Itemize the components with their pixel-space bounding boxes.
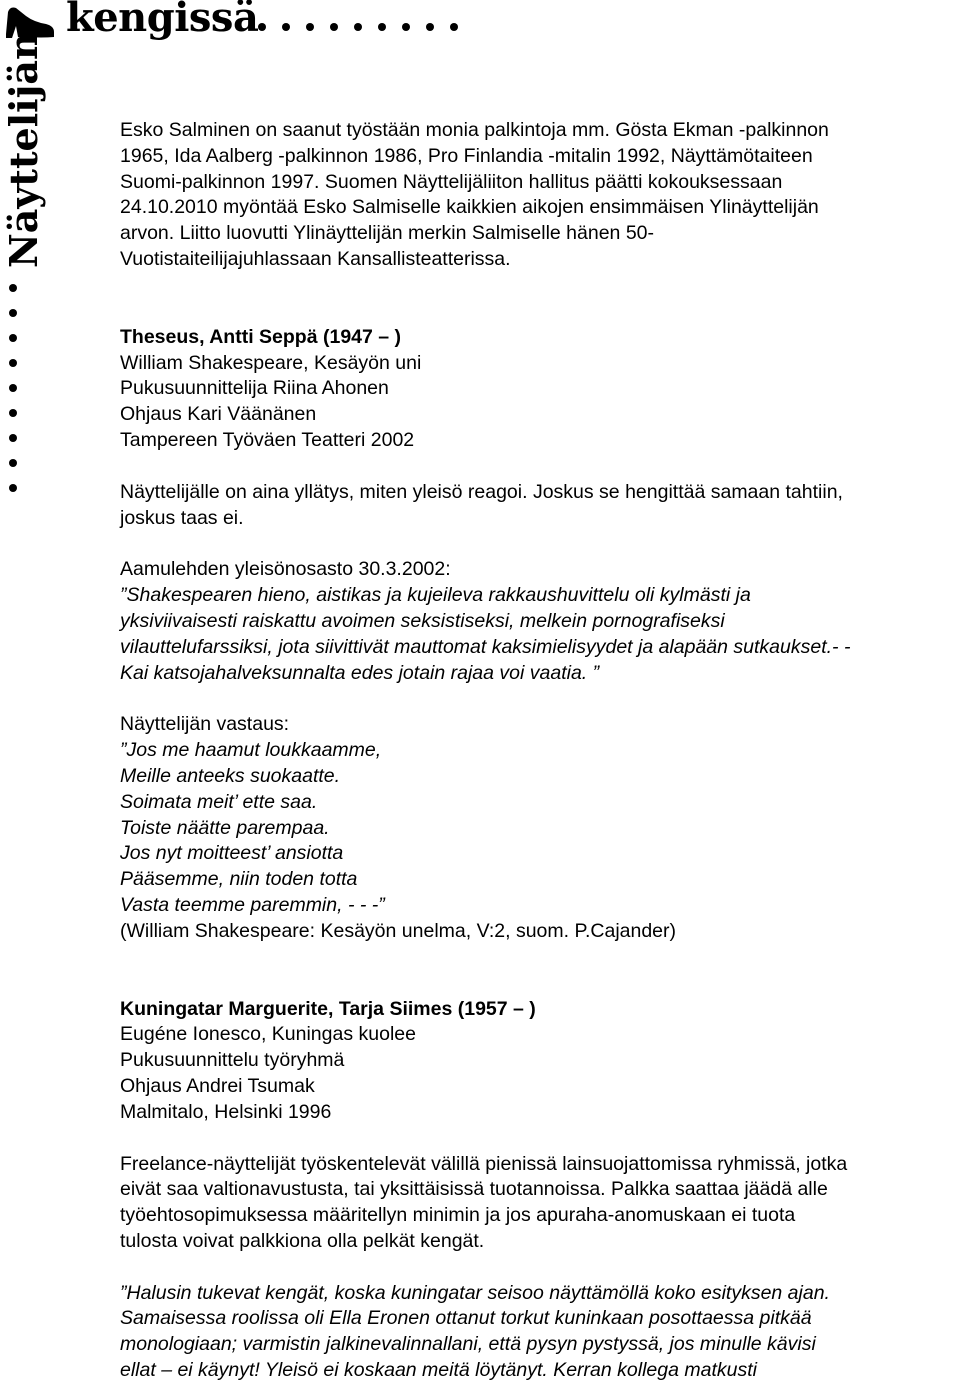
review-label: Aamulehden yleisönosasto 30.3.2002: — [120, 558, 451, 581]
role-heading: Kuningatar Marguerite, Tarja Siimes (1957 – ) — [120, 997, 536, 1020]
dot — [9, 284, 17, 292]
marguerite-section — [120, 997, 956, 1384]
page-title: kengissä — [66, 0, 259, 41]
text-line: 24.10.2010 myöntää Esko Salmiselle kaikkien aikojen ensimmäisen Ylinäyttelijän — [120, 196, 819, 219]
quote-line: ”Halusin tukevat kengät, koska kuningatar seisoo näyttämöllä koko esityksen ajan. — [120, 1281, 830, 1304]
credit-line: Pukusuunnittelija Riina Ahonen — [120, 377, 389, 400]
credit-line: Ohjaus Kari Väänänen — [120, 403, 317, 426]
side-dot-column — [9, 284, 19, 509]
dot — [306, 23, 314, 31]
dot — [330, 23, 338, 31]
article-body — [120, 118, 956, 1384]
side-title: Näyttelijän — [1, 32, 46, 268]
text-line: eivät saa valtionavustusta, tai yksittäisissä tuotannoissa. Palkka saattaa jäädä alle — [120, 1178, 828, 1201]
text-line: tulosta voivat palkkiona olla pelkät kengät. — [120, 1229, 485, 1252]
dot — [450, 23, 458, 31]
page-header — [0, 0, 960, 48]
dot — [354, 23, 362, 31]
credit-line: Tampereen Työväen Teatteri 2002 — [120, 428, 415, 451]
verse-line: Meille anteeks suokaatte. — [120, 764, 341, 787]
quote-line: ”Shakespearen hieno, aistikas ja kujeileva rakkaushuvittelu oli kylmästi ja — [120, 584, 751, 607]
quote-line: Samaisessa roolissa oli Ella Eronen ottanut torkut kuninkaan posottaessa pitkää — [120, 1307, 812, 1330]
text-line: Vuotistaiteilijajuhlassaan Kansallisteatterissa. — [120, 247, 511, 270]
credit-line: Eugéne Ionesco, Kuningas kuolee — [120, 1023, 416, 1046]
side-banner — [0, 32, 48, 516]
credit-line: Pukusuunnittelu työryhmä — [120, 1049, 345, 1072]
text-line: työehtosopimuksessa määritellyn minimin ja jos apuraha-anomuskaan ei tuota — [120, 1204, 796, 1227]
dot — [9, 384, 17, 392]
credit-line: William Shakespeare, Kesäyön uni — [120, 351, 422, 374]
dot — [9, 359, 17, 367]
dot — [9, 309, 17, 317]
text-line: arvon. Liitto luovutti Ylinäyttelijän merkin Salmiselle hänen 50- — [120, 222, 655, 245]
verse-line: Vasta teemme paremmin, - - -” — [120, 893, 385, 916]
credit-line: Ohjaus Andrei Tsumak — [120, 1074, 315, 1097]
theseus-section — [120, 325, 956, 945]
header-dot-row — [258, 18, 474, 28]
answer-label: Näyttelijän vastaus: — [120, 713, 290, 736]
credit-line: Malmitalo, Helsinki 1996 — [120, 1100, 332, 1123]
dot — [9, 484, 17, 492]
text-line: Näyttelijälle on aina yllätys, miten yleisö reagoi. Joskus se hengittää samaan tahtiin, — [120, 480, 843, 503]
dot — [9, 459, 17, 467]
verse-line: ”Jos me haamut loukkaamme, — [120, 739, 382, 762]
text-line: Esko Salminen on saanut työstään monia palkintoja mm. Gösta Ekman -palkinnon — [120, 119, 829, 141]
dot — [402, 23, 410, 31]
quote-line: Kai katsojahalveksunnalta edes jotain rajaa voi vaatia. ” — [120, 661, 600, 684]
dot — [378, 23, 386, 31]
verse-line: Jos nyt moitteest’ ansiotta — [120, 842, 344, 865]
role-heading: Theseus, Antti Seppä (1947 – ) — [120, 325, 402, 348]
dot — [9, 409, 17, 417]
quote-line: vilauttelufarssiksi, jota siivittivät mauttomat kaksimielisyydet ja alapään sutkaukset.- - — [120, 635, 851, 658]
intro-paragraph — [120, 118, 956, 273]
dot — [258, 23, 266, 31]
dot — [282, 23, 290, 31]
citation: (William Shakespeare: Kesäyön unelma, V:2, suom. P.Cajander) — [120, 919, 677, 942]
dot — [9, 334, 17, 342]
dot — [9, 434, 17, 442]
text-line: 1965, Ida Aalberg -palkinnon 1986, Pro Finlandia -mitalin 1992, Näyttämötaiteen — [120, 144, 813, 167]
text-line: Freelance-näyttelijät työskentelevät välillä pienissä lainsuojattomissa ryhmissä, jotka — [120, 1152, 848, 1175]
dot — [426, 23, 434, 31]
quote-line: yksiviivaisesti raiskattu avoimen seksistiseksi, melkein pornografiseksi — [120, 609, 725, 632]
verse-line: Pääsemme, niin toden totta — [120, 868, 358, 891]
quote-line: ellat – ei käynyt! Yleisö ei koskaan meitä löytänyt. Kerran kollega matkusti — [120, 1359, 757, 1382]
verse-line: Soimata meit’ ette saa. — [120, 790, 318, 813]
text-line: joskus taas ei. — [120, 506, 244, 529]
quote-line: monologiaan; varmistin jalkinevalinnallani, että pysyn pystyssä, jos minulle kävisi — [120, 1333, 816, 1356]
text-line: Suomi-palkinnon 1997. Suomen Näyttelijäliiton hallitus päätti kokouksessaan — [120, 170, 783, 193]
verse-line: Toiste näätte parempaa. — [120, 816, 330, 839]
